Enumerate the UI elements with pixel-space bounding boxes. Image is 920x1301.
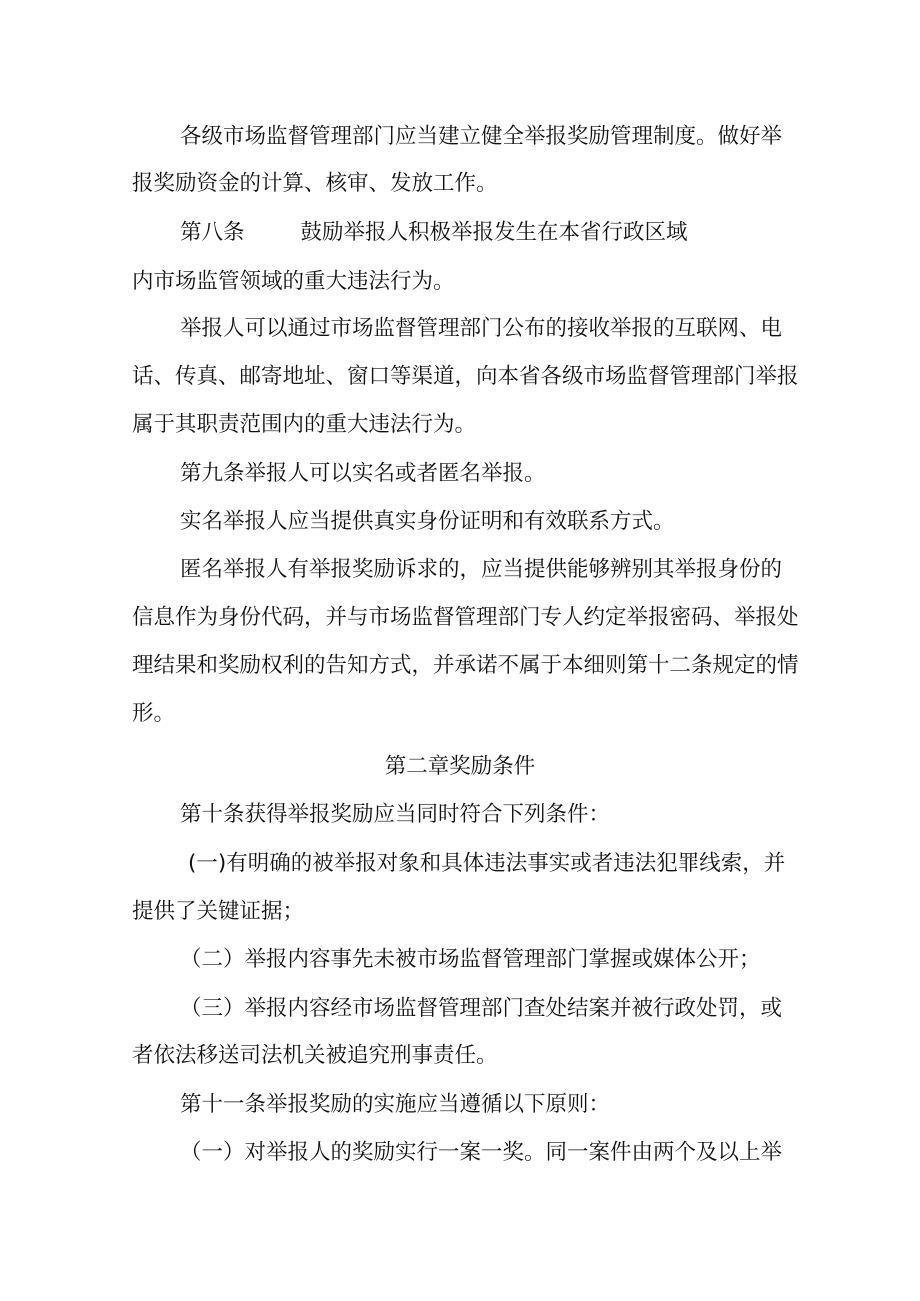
article-8-heading — [180, 218, 688, 248]
article-11-line: 第十一条举报奖励的实施应当遵循以下原则： — [180, 1092, 611, 1117]
article-8-label: 第八条 — [180, 220, 245, 245]
paragraph-line: （二）举报内容事先未被市场监督管理部门掌握或媒体公开； — [180, 947, 761, 972]
paragraph-line: 理结果和奖励权利的告知方式，并承诺不属于本细则第十二条规定的情 — [132, 653, 799, 678]
paragraph-line: 者依法移送司法机关被追究刑事责任。 — [132, 1043, 498, 1068]
paragraph-line: (一)有明确的被举报对象和具体违法事实或者违法犯罪线索，并 — [188, 851, 786, 876]
paragraph-line: 话、传真、邮寄地址、窗口等渠道，向本省各级市场监督管理部门举报 — [132, 364, 799, 389]
paragraph-line: 举报人可以通过市场监督管理部门公布的接收举报的互联网、电 — [180, 316, 783, 341]
article-10-line: 第十条获得举报奖励应当同时符合下列条件： — [180, 802, 611, 827]
paragraph-line: （一）对举报人的奖励实行一案一奖。同一案件由两个及以上举 — [180, 1140, 783, 1165]
chapter-heading: 第二章奖励条件 — [384, 754, 536, 779]
article-8-text: 鼓励举报人积极举报发生在本省行政区域 — [300, 220, 688, 245]
paragraph-line: 形。 — [132, 701, 176, 726]
paragraph-line: 提供了关键证据； — [132, 899, 305, 924]
paragraph-line: 匿名举报人有举报奖励诉求的，应当提供能够辨别其举报身份的 — [180, 557, 783, 582]
paragraph-line: 各级市场监督管理部门应当建立健全举报奖励管理制度。做好举 — [180, 124, 783, 149]
paragraph-line: 信息作为身份代码，并与市场监督管理部门专人约定举报密码、举报处 — [132, 605, 799, 630]
paragraph-line: 内市场监管领域的重大违法行为。 — [132, 269, 455, 294]
paragraph-line: 属于其职责范围内的重大违法行为。 — [132, 412, 477, 437]
paragraph-line: 报奖励资金的计算、核审、发放工作。 — [132, 171, 498, 196]
paragraph-line: （三）举报内容经市场监督管理部门查处结案并被行政处罚，或 — [180, 996, 783, 1021]
article-9-line: 第九条举报人可以实名或者匿名举报。 — [180, 461, 546, 486]
paragraph-line: 实名举报人应当提供真实身份证明和有效联系方式。 — [180, 509, 675, 534]
